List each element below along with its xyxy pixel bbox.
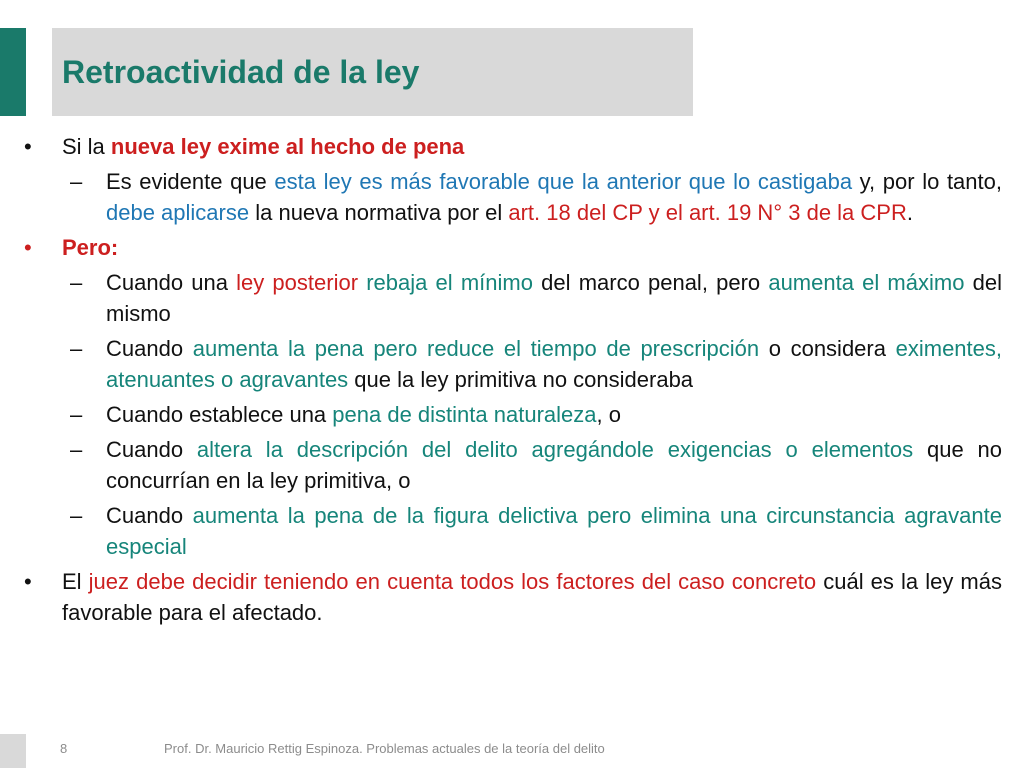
text: , o — [596, 402, 621, 427]
bullet-item — [22, 232, 1002, 263]
highlight: Pero: — [62, 235, 119, 260]
dash-marker: – — [70, 503, 83, 528]
highlight: eximentes, atenuantes o agravantes — [106, 336, 1003, 392]
footer-accent-box — [0, 734, 26, 768]
footer-credit: Prof. Dr. Mauricio Rettig Espinoza. Problemas actuales de la teoría del delito — [164, 741, 605, 756]
text: Cuando — [106, 503, 193, 528]
text: Cuando establece una — [106, 402, 333, 427]
bullet-marker: • — [24, 569, 32, 594]
sub-item — [22, 333, 1002, 395]
page-number: 8 — [60, 741, 68, 756]
text: y, por lo tanto, — [852, 169, 1002, 194]
bullet-marker: • — [24, 235, 32, 260]
highlight: ley posterior — [236, 270, 359, 295]
dash-marker: – — [70, 437, 83, 462]
text: Cuando — [106, 437, 197, 462]
dash-marker: – — [70, 336, 83, 361]
sub-item — [22, 399, 1002, 430]
dash-marker: – — [70, 402, 83, 427]
bullet-item — [22, 131, 1002, 162]
text: Si la — [62, 134, 111, 159]
sub-item — [22, 434, 1002, 496]
sub-item — [22, 500, 1002, 562]
dash-marker: – — [70, 270, 83, 295]
highlight: nueva ley exime al hecho de pena — [110, 134, 465, 159]
dash-marker: – — [70, 169, 83, 194]
text: del mismo — [106, 270, 1002, 326]
text: o considera — [759, 336, 896, 361]
highlight: altera la descripción del delito agregándole exigencias o elementos — [196, 437, 914, 462]
highlight: juez debe decidir teniendo en cuenta todos los factores del caso concreto — [88, 569, 817, 594]
text: . — [906, 200, 913, 225]
text: El — [62, 569, 89, 594]
title-accent-bar — [0, 28, 26, 116]
highlight: rebaja el mínimo — [366, 270, 533, 295]
text: cuál es la ley más favorable para el afectado. — [62, 569, 1002, 625]
slide-title: Retroactividad de la ley — [62, 54, 420, 90]
highlight: pena de distinta naturaleza — [332, 402, 597, 427]
sub-item — [22, 166, 1002, 228]
bullet-marker: • — [24, 134, 32, 159]
bullet-item — [22, 566, 1002, 628]
highlight: art. 18 del CP y el art. 19 N° 3 de la CPR — [508, 200, 907, 225]
highlight: aumenta el máximo — [768, 270, 965, 295]
text: que no concurrían en la ley primitiva, o — [106, 437, 1002, 493]
text: que la ley primitiva no consideraba — [348, 367, 694, 392]
highlight: esta ley es más favorable que la anterior que lo castigaba — [274, 169, 853, 194]
highlight: aumenta la pena pero reduce el tiempo de prescripción — [192, 336, 760, 361]
highlight: debe aplicarse — [106, 200, 250, 225]
text: Cuando — [106, 336, 193, 361]
text — [358, 270, 366, 295]
slide-content — [22, 131, 1002, 632]
sub-item — [22, 267, 1002, 329]
text: Cuando una — [106, 270, 237, 295]
text: la nueva normativa por el — [249, 200, 509, 225]
highlight: aumenta la pena de la figura delictiva pero elimina una circunstancia agravante especial — [106, 503, 1002, 559]
text: del marco penal, pero — [532, 270, 769, 295]
text: Es evidente que — [106, 169, 275, 194]
